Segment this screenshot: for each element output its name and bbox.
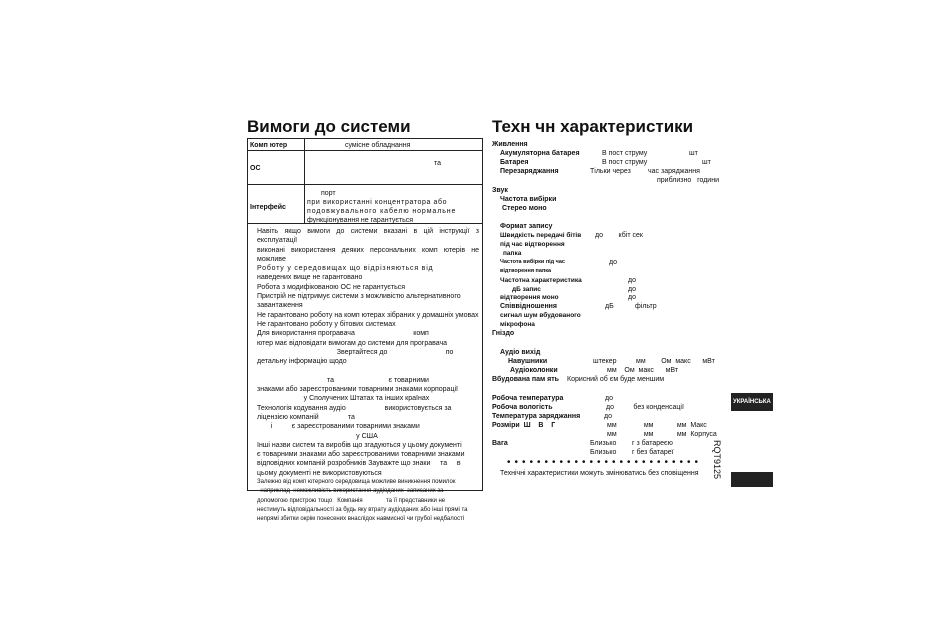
spec-footnote: Технічні характеристики можуть змінюватись без сповіщення: [500, 470, 699, 477]
recharge-value: Тільки через: [590, 168, 631, 175]
weight-label: Вага: [492, 440, 508, 447]
row-interface-label: Інтерфейс: [250, 204, 286, 211]
recharge-label: Перезаряджання: [500, 168, 559, 175]
sound-heading: Звук: [492, 187, 508, 194]
battery-label: Батарея: [500, 159, 529, 166]
battery-acc-value: В пост струму: [602, 150, 648, 157]
recharge-approx: приблизно години: [657, 177, 719, 184]
freq-resp-v1: до: [628, 277, 636, 284]
play-mono-label: відтворення моно: [500, 294, 559, 301]
humidity-label: Робоча вологість: [492, 404, 553, 411]
black-marker: [731, 472, 773, 487]
battery-unit: шт: [702, 159, 711, 166]
row-os-label: ОС: [250, 165, 261, 172]
battery-acc-label: Акумуляторна батарея: [500, 150, 580, 157]
memory-label: Вбудована пам ять: [492, 376, 559, 383]
bitrate-value: до кбіт сек: [595, 232, 643, 239]
freq-resp-v3: до: [628, 294, 636, 301]
size-value-body: мм мм мм Корпуса: [607, 431, 717, 438]
row-os-value: та: [434, 160, 442, 167]
op-temp-value: до: [605, 395, 613, 402]
weight-no-battery: Близько г без батареї: [590, 449, 674, 456]
humidity-value: до без конденсації: [606, 404, 684, 411]
power-heading: Живлення: [492, 141, 528, 148]
charge-temp-value: до: [604, 413, 612, 420]
headphones-label: Навушники: [508, 358, 548, 365]
requirements-table: [247, 138, 483, 523]
freq-resp-label: Частотна характеристика: [500, 277, 582, 284]
size-label: Розміри Ш В Г: [492, 422, 556, 429]
recharge-time: час заряджання: [648, 168, 700, 175]
battery-value: В пост струму: [602, 159, 648, 166]
folder-label: папка: [503, 250, 522, 257]
speakers-value: мм Ом макс мВт: [607, 367, 679, 374]
db-rec-label: дБ запис: [512, 286, 541, 293]
weight-with-battery: Близько г з батареєю: [590, 440, 673, 447]
memory-value: Корисний об єм буде меншим: [567, 376, 665, 383]
battery-acc-unit: шт: [689, 150, 698, 157]
format-label: Формат запису: [500, 223, 553, 230]
audio-out-label: Аудіо вихід: [500, 349, 541, 356]
row-computer-label: Комп ютер: [250, 142, 288, 149]
op-temp-label: Робоча температура: [492, 395, 564, 402]
sampling-label: Частота вибірки: [500, 196, 557, 203]
snr-value: дБ: [605, 303, 614, 310]
bitrate-label-2: під час відтворення: [500, 241, 565, 248]
sampling-play-label-2: відтворення папка: [500, 268, 552, 274]
stereo-mono-label: Стерео моно: [502, 205, 547, 212]
dotted-separator: ••••••••••••••••••••••••••: [507, 457, 703, 468]
bitrate-label: Швидкість передачі бітів: [500, 232, 582, 239]
model-code: RQT9125: [712, 440, 722, 480]
row-interface-value: порт при використанні концентратора або подовжувального кабелю нормальне функціонування не гарантується: [307, 190, 457, 224]
sampling-play-label: Частота вибірки під час: [500, 259, 565, 265]
specifications-title: Техн чн характеристики: [492, 117, 694, 136]
system-requirements-title: Вимоги до системи: [247, 117, 411, 136]
jack-heading: Гніздо: [492, 330, 515, 337]
snr-label-2: сигнал шум вбудованого: [500, 312, 581, 319]
snr-label: Співвідношення: [500, 303, 557, 310]
headphones-value: штекер мм Ом макс мВт: [593, 358, 715, 365]
language-tab: [731, 393, 773, 411]
snr-label-3: мікрофона: [500, 321, 535, 328]
sampling-play-value: до: [609, 259, 617, 266]
requirements-notes: Навіть якщо вимоги до системи вказані в цій інструкції з експлуатації виконані використання деяких персональних комп ютерів не можливе Роботу у середовищах що відрізняються від наведених вище не гарантовано Робота з модифікованою ОС не гарантується Пристрій не підтримує системи з можливістю альтернативного завантаження Не гарантовано роботу на комп ютерах зібраних у домашніх умовах Не гарантовано роботу у бітових системах Для використання програвача комп ютер має відповідати вимогам до системи для програвача Звертайтеся до по детальну інформацію щодо та є товарними знаками або зареєстрованими товарними знаками корпорації у Сполучених Штатах та інших країнах Технологія кодування аудіо використовується за ліцензією компаній та і є зареєстрованими товарними знаками у США Інші назви систем та виробів що згадуються у цьому документі є товарними знаками або зареєстрованими товарними знаками відповідних компаній розробників Зауважте що знаки та в цьому документі не використовуються Залежно від комп ютерного середовища можливе виникнення помилок наприклад неможливість використання аудіоданих записаних за допомогою пристрою тощо Компанія та її представники не нестимуть відповідальності за будь яку втрату аудіоданих або інші прямі та непрямі збитки окрім понесених внаслідок навмисної чи грубої недбалості: [257, 228, 479, 523]
snr-filter: фільтр: [635, 303, 657, 310]
freq-resp-v2: до: [628, 286, 636, 293]
charge-temp-label: Температура заряджання: [492, 413, 581, 420]
row-computer-value: сумісне обладнання: [345, 142, 411, 149]
language-tab-label: УКРАЇНСЬКА: [733, 399, 771, 405]
speakers-label: Аудіоколонки: [510, 367, 558, 374]
size-value-max: мм мм мм Макс: [607, 422, 707, 429]
